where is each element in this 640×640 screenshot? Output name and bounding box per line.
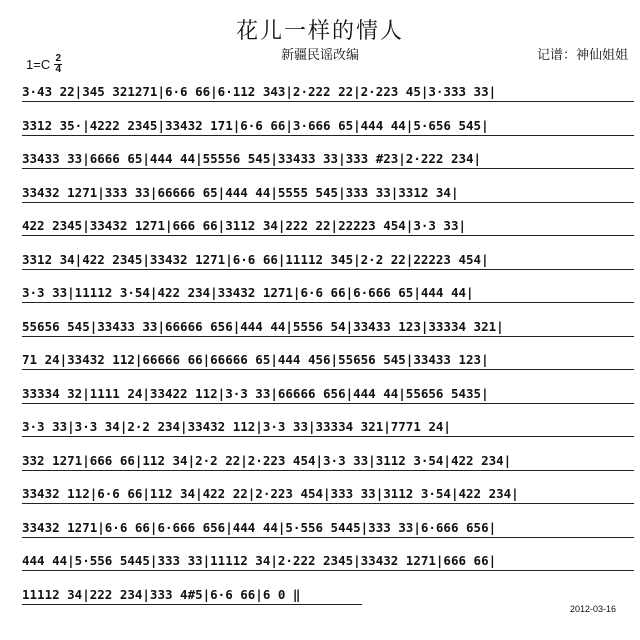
score-line: 3312 35·|4222 2345|33432 171|6·6 66|3·666 65|444 44|5·656 545| <box>22 116 634 150</box>
score-line: 11112 34|222 234|333 4#5|6·6 66|6 0 ‖ <box>22 585 634 619</box>
time-signature <box>54 54 62 75</box>
date-stamp: 2012-03-16 <box>569 604 616 614</box>
score-line: 33433 33|6666 65|444 44|55556 545|33433 33|333 #23|2·222 234| <box>22 149 634 183</box>
key-signature <box>26 54 62 75</box>
score-line: 33432 1271|333 33|66666 65|444 44|5555 545|333 33|3312 34| <box>22 183 634 217</box>
score-line: 33432 112|6·6 66|112 34|422 22|2·223 454|333 33|3112 3·54|422 234| <box>22 484 634 518</box>
key-label: 1=C <box>26 57 51 72</box>
score-line: 422 2345|33432 1271|666 66|3112 34|222 22|22223 454|3·3 33| <box>22 216 634 250</box>
score-line: 33432 1271|6·6 66|6·666 656|444 44|5·556 5445|333 33|6·666 656| <box>22 518 634 552</box>
score-line: 33334 32|1111 24|33422 112|3·3 33|66666 656|444 44|55656 5435| <box>22 384 634 418</box>
meter-bottom: 4 <box>55 64 61 75</box>
score-line: 71 24|33432 112|66666 66|66666 65|444 456|55656 545|33433 123| <box>22 350 634 384</box>
score-line: 3·43 22|345 321271|6·6 66|6·112 343|2·222 22|2·223 45|3·333 33| <box>22 82 634 116</box>
meter-top: 2 <box>55 53 61 64</box>
page-subtitle: 新疆民谣改编 <box>280 48 359 63</box>
recorder-credit: 记谱：神仙姐姐 <box>536 48 628 63</box>
score-body <box>22 82 634 618</box>
score-line: 55656 545|33433 33|66666 656|444 44|5556 54|33433 123|33334 321| <box>22 317 634 351</box>
score-line: 3·3 33|3·3 34|2·2 234|33432 112|3·3 33|33334 321|7771 24| <box>22 417 634 451</box>
page-title: 花儿一样的情人 <box>235 19 404 44</box>
score-line: 3312 34|422 2345|33432 1271|6·6 66|11112 345|2·2 22|22223 454| <box>22 250 634 284</box>
score-line: 3·3 33|11112 3·54|422 234|33432 1271|6·6 66|6·666 65|444 44| <box>22 283 634 317</box>
score-line: 444 44|5·556 5445|333 33|11112 34|2·222 2345|33432 1271|666 66| <box>22 551 634 585</box>
score-line: 332 1271|666 66|112 34|2·2 22|2·223 454|3·3 33|3112 3·54|422 234| <box>22 451 634 485</box>
